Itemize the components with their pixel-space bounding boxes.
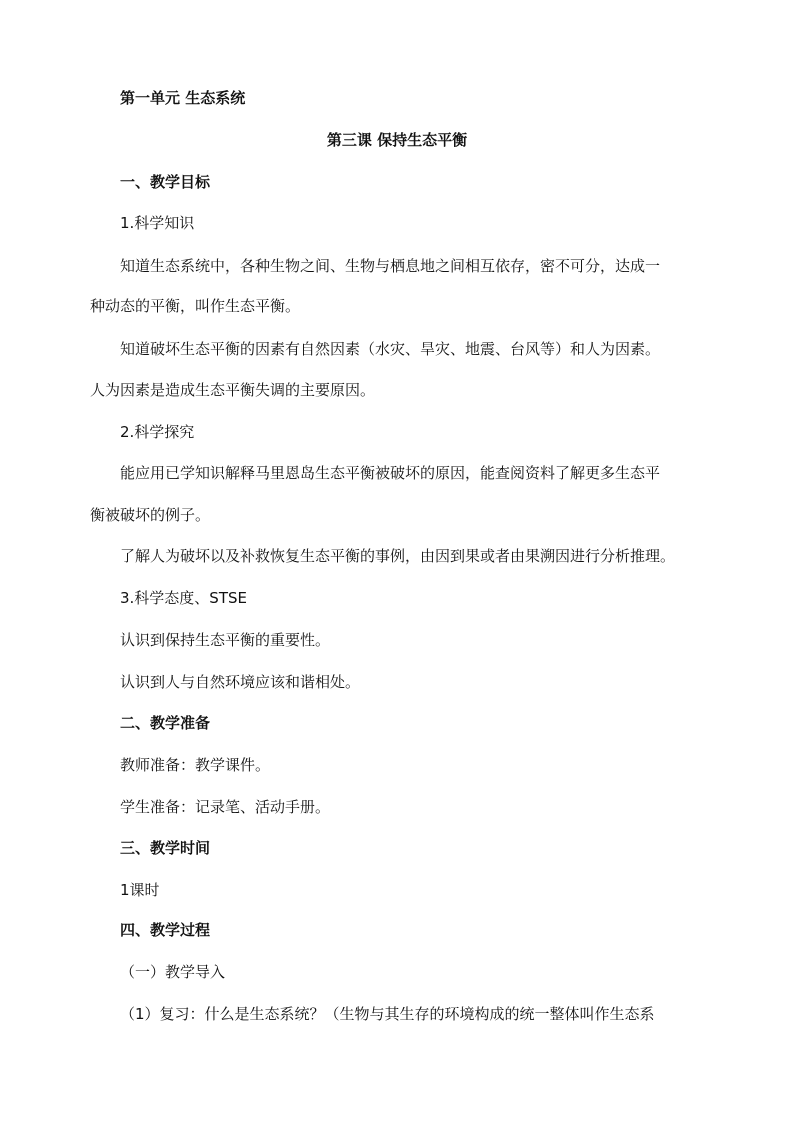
section-heading-preparation: 二、教学准备 bbox=[120, 714, 211, 732]
paragraph-line: 知道破坏生态平衡的因素有自然因素（水灾、旱灾、地震、台风等）和人为因素。 bbox=[120, 340, 661, 358]
paragraph-line: 衡被破坏的例子。 bbox=[90, 506, 211, 524]
paragraph-line: 知道生态系统中，各种生物之间、生物与栖息地之间相互依存，密不可分，达成一 bbox=[120, 257, 661, 275]
paragraph-line: 种动态的平衡，叫作生态平衡。 bbox=[90, 297, 301, 315]
review-line: （1）复习：什么是生态系统？（生物与其生存的环境构成的统一整体叫作生态系 bbox=[120, 1005, 655, 1023]
subsection-heading-knowledge: 1.科学知识 bbox=[120, 214, 195, 232]
student-preparation: 学生准备：记录笔、活动手册。 bbox=[120, 798, 331, 816]
unit-title: 第一单元 生态系统 bbox=[120, 89, 246, 107]
paragraph-line: 了解人为破坏以及补救恢复生态平衡的事例，由因到果或者由果溯因进行分析推理。 bbox=[120, 547, 676, 565]
paragraph-line: 人为因素是造成生态平衡失调的主要原因。 bbox=[90, 381, 376, 399]
section-heading-goals: 一、教学目标 bbox=[120, 173, 211, 191]
lesson-title: 第三课 保持生态平衡 bbox=[326, 131, 468, 149]
teaching-time: 1课时 bbox=[120, 881, 160, 899]
section-heading-process: 四、教学过程 bbox=[120, 921, 211, 939]
paragraph-line: 能应用已学知识解释马里恩岛生态平衡被破坏的原因，能查阅资料了解更多生态平 bbox=[120, 464, 661, 482]
paragraph-line: 认识到保持生态平衡的重要性。 bbox=[120, 631, 331, 649]
section-heading-time: 三、教学时间 bbox=[120, 839, 211, 857]
subsection-heading-introduction: （一）教学导入 bbox=[120, 963, 226, 981]
subsection-heading-attitude: 3.科学态度、STSE bbox=[120, 589, 247, 607]
paragraph-line: 认识到人与自然环境应该和谐相处。 bbox=[120, 673, 361, 691]
teacher-preparation: 教师准备：教学课件。 bbox=[120, 756, 271, 774]
subsection-heading-inquiry: 2.科学探究 bbox=[120, 423, 195, 441]
